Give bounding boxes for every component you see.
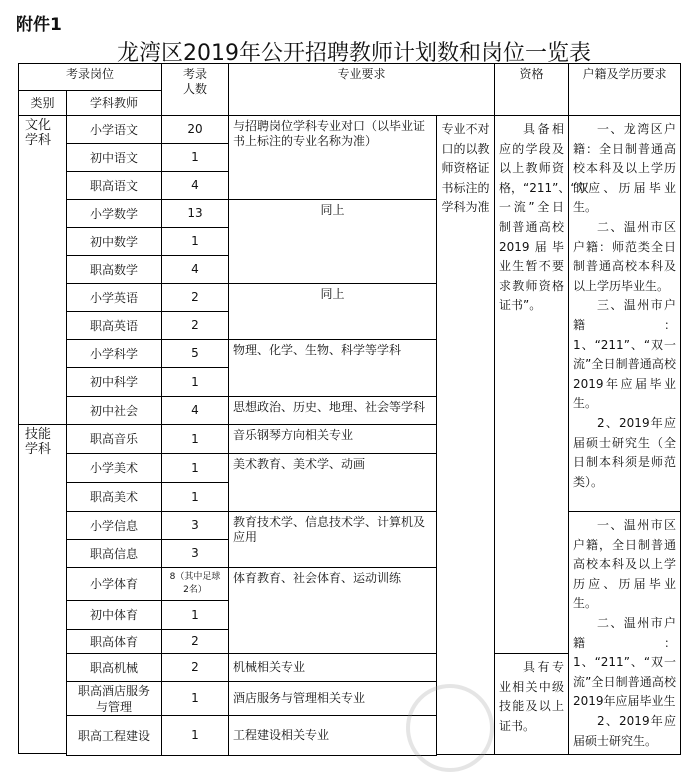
subject-cell: 初中数学 (66, 227, 162, 256)
residence-item: 一、温州市区户籍，全日制普通高校本科及以上学历应、历届毕业生。 (573, 518, 676, 611)
major-note: 专业不对口的以教师资格证书标注的学科为准 (436, 115, 495, 755)
category-culture: 文化学科 (18, 115, 67, 425)
count-cell: 2 (161, 283, 229, 312)
count-cell: 2 (161, 653, 229, 682)
qualification-general (494, 115, 589, 654)
qualification-text: 具备相应的学段及以上教师资格，“211”、“双一流”全日制普通高校2019届毕业生暂不要求教师资格证书”。 (499, 122, 589, 313)
residence-item: 三、温州市户籍：1、“211”、“双一流”全日制普通高校2019年应届毕业生。 (573, 298, 676, 411)
subject-cell: 职高美术 (66, 482, 162, 512)
count-cell: 8（其中足球2名） (161, 567, 229, 601)
subject-cell: 初中体育 (66, 600, 162, 630)
page-title: 龙湾区2019年公开招聘教师计划数和岗位一览表 (117, 41, 591, 66)
residence-item: 一、龙湾区户籍：全日制普通高校本科及以上学历的应、历届毕业生。 (573, 122, 676, 215)
header-subject: 学科教师 (66, 90, 162, 116)
category-skill: 技能学科 (18, 424, 67, 754)
subject-cell: 职高机械 (66, 653, 162, 682)
subject-cell: 职高工程建设 (66, 715, 162, 756)
count-cell: 1 (161, 715, 229, 756)
count-cell: 3 (161, 511, 229, 540)
count-cell: 1 (161, 482, 229, 512)
major-cell: 物理、化学、生物、科学等学科 (228, 339, 437, 397)
subject-cell: 职高信息 (66, 539, 162, 568)
subject-cell: 小学英语 (66, 283, 162, 312)
residence-item: 2、2019年应届硕士研究生。 (573, 713, 676, 748)
count-cell: 4 (161, 255, 229, 284)
major-cell: 与招聘岗位学科专业对口（以毕业证书上标注的专业名称为准） (228, 115, 437, 200)
header-position: 考录岗位 (18, 63, 162, 91)
count-cell: 1 (161, 424, 229, 454)
subject-cell: 职高酒店服务与管理 (66, 681, 162, 716)
major-cell: 美术教育、美术学、动画 (228, 453, 437, 512)
count-cell: 20 (161, 115, 229, 144)
header-qualification: 资格 (494, 63, 569, 116)
major-cell: 思想政治、历史、地理、社会等学科 (228, 396, 437, 425)
count-cell: 2 (161, 311, 229, 340)
subject-cell: 小学科学 (66, 339, 162, 368)
subject-cell: 职高音乐 (66, 424, 162, 454)
subject-cell: 初中语文 (66, 143, 162, 172)
major-cell: 同上 (228, 199, 437, 284)
major-cell: 教育技术学、信息技术学、计算机及应用 (228, 511, 437, 568)
header-category: 类别 (18, 90, 67, 116)
subject-cell: 职高数学 (66, 255, 162, 284)
count-cell: 1 (161, 227, 229, 256)
count-cell: 5 (161, 339, 229, 368)
major-cell: 酒店服务与管理相关专业 (228, 681, 437, 716)
residence-item: 二、温州市区户籍：师范类全日制普通高校本科及以上学历毕业生。 (573, 219, 676, 293)
subject-cell: 小学信息 (66, 511, 162, 540)
qualification-text: 具有专业相关中级技能及以上证书。 (499, 660, 564, 733)
count-cell: 1 (161, 453, 229, 483)
major-cell: 机械相关专业 (228, 653, 437, 682)
count-cell: 4 (161, 171, 229, 200)
subject-cell: 小学语文 (66, 115, 162, 144)
count-cell: 3 (161, 539, 229, 568)
count-cell: 1 (161, 143, 229, 172)
header-count: 考录人数 (161, 63, 229, 116)
count-cell: 2 (161, 629, 229, 654)
major-cell: 体育教育、社会体育、运动训练 (228, 567, 437, 654)
subject-cell: 职高体育 (66, 629, 162, 654)
subject-cell: 初中科学 (66, 367, 162, 397)
residence-skill (568, 511, 681, 755)
major-cell: 音乐钢琴方向相关专业 (228, 424, 437, 454)
subject-cell: 小学数学 (66, 199, 162, 228)
attachment-label: 附件1 (16, 15, 62, 35)
subject-cell: 小学美术 (66, 453, 162, 483)
count-cell: 4 (161, 396, 229, 425)
qualification-skill (494, 653, 569, 755)
subject-cell: 小学体育 (66, 567, 162, 601)
count-cell: 1 (161, 367, 229, 397)
header-residence: 户籍及学历要求 (568, 63, 681, 116)
count-cell: 1 (161, 681, 229, 716)
major-cell: 工程建设相关专业 (228, 715, 437, 756)
residence-item: 二、温州市户籍：1、“211”、“双一流”全日制普通高校2019年应届毕业生 (573, 615, 676, 709)
subject-cell: 初中社会 (66, 396, 162, 425)
count-cell: 13 (161, 199, 229, 228)
subject-cell: 职高语文 (66, 171, 162, 200)
subject-cell: 职高英语 (66, 311, 162, 340)
header-major: 专业要求 (228, 63, 495, 116)
count-cell: 1 (161, 600, 229, 630)
major-cell: 同上 (228, 283, 437, 340)
residence-culture (568, 115, 681, 512)
residence-item: 2、2019年应届硕士研究生（全日制本科须是师范类）。 (573, 415, 676, 489)
